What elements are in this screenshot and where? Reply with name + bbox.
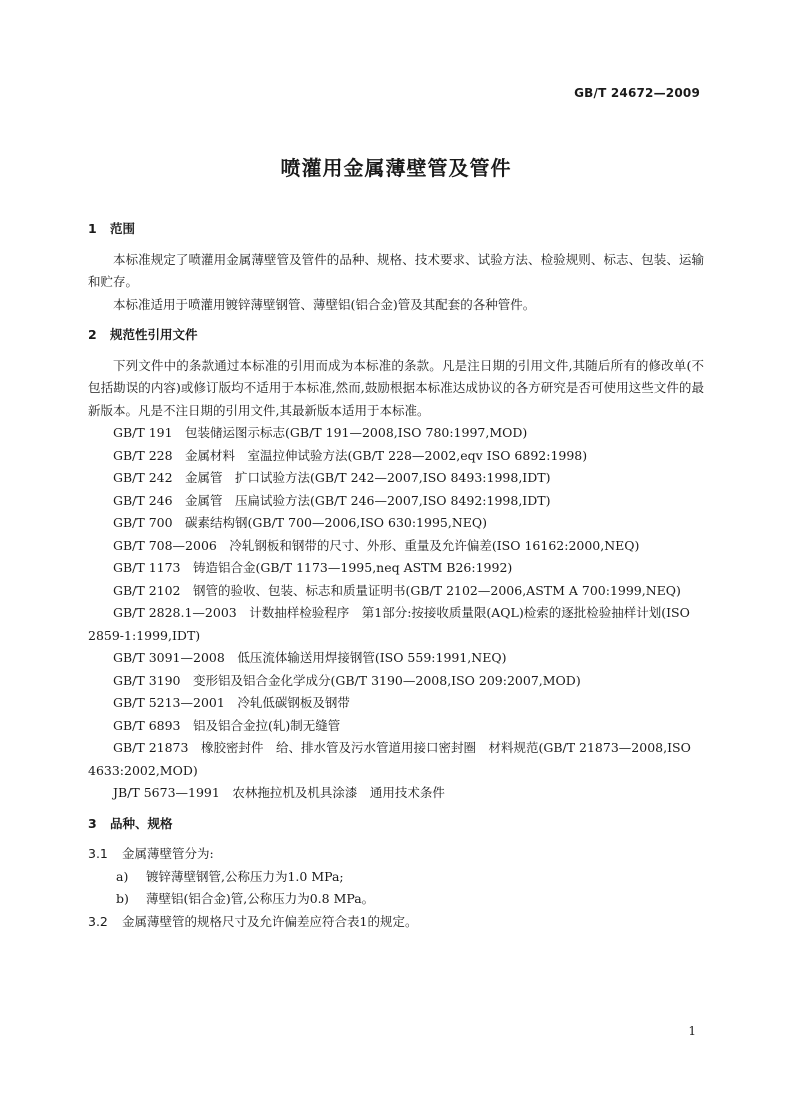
list-marker: b): [116, 891, 129, 906]
page-number: 1: [688, 1024, 696, 1038]
reference-item: GB/T 228 金属材料 室温拉伸试验方法(GB/T 228—2002,eqv ISO 6892:1998): [113, 447, 588, 463]
subclause-number: 3.2: [88, 913, 108, 929]
reference-item: GB/T 6893 铝及铝合金拉(轧)制无缝管: [113, 717, 341, 733]
reference-item: GB/T 3091—2008 低压流体输送用焊接钢管(ISO 559:1991,NEQ): [113, 650, 507, 665]
reference-item: GB/T 1173 铸造铝合金(GB/T 1173—1995,neq ASTM B26:1992): [113, 560, 513, 575]
subclause: [88, 843, 704, 866]
paragraph: 本标准规定了喷灌用金属薄壁管及管件的品种、规格、技术要求、试验方法、检验规则、标志、包装、运输和贮存。: [88, 251, 704, 289]
list-item: [88, 888, 704, 911]
reference-item: GB/T 246 金属管 压扁试验方法(GB/T 246—2007,ISO 8492:1998,IDT): [113, 492, 551, 508]
section-number: 1: [88, 221, 97, 236]
paragraph: 下列文件中的条款通过本标准的引用而成为本标准的条款。凡是注日期的引用文件,其随后所有的修改单(不包括勘误的内容)或修订版均不适用于本标准,然而,鼓励根据本标准达成协议的各方研究是否可使用这些文件的最新版本。凡是不注日期的引用文件,其最新版本适用于本标准。: [88, 357, 704, 418]
list-marker: a): [116, 868, 129, 884]
section-title: 品种、规格: [110, 815, 173, 831]
document-body: [88, 218, 704, 933]
reference-item: GB/T 21873 橡胶密封件 给、排水管及污水管道用接口密封圈 材料规范(GB/T 21873—2008,ISO 4633:2002,MOD): [88, 740, 691, 778]
list-item: [88, 866, 704, 889]
subclause-number: 3.1: [88, 846, 108, 861]
document-title: 喷灌用金属薄壁管及管件: [280, 156, 512, 180]
subclause-text: 金属薄壁管的规格尺寸及允许偏差应符合表1的规定。: [122, 913, 418, 929]
list-item-text: 镀锌薄壁钢管,公称压力为1.0 MPa;: [146, 868, 344, 884]
standard-number: GB/T 24672—2009: [574, 86, 700, 100]
reference-item: GB/T 5213—2001 冷轧低碳钢板及钢带: [113, 695, 350, 710]
section-heading: [88, 324, 704, 347]
section-title: 范围: [110, 221, 136, 236]
reference-item: GB/T 3190 变形铝及铝合金化学成分(GB/T 3190—2008,ISO 209:2007,MOD): [113, 672, 581, 688]
reference-item: GB/T 708—2006 冷轧钢板和钢带的尺寸、外形、重量及允许偏差(ISO 16162:2000,NEQ): [113, 537, 640, 553]
reference-item: GB/T 2828.1—2003 计数抽样检验程序 第1部分:按接收质量限(AQL)检索的逐批检验抽样计划(ISO 2859-1:1999,IDT): [88, 605, 690, 643]
section-number: 2: [88, 327, 97, 342]
reference-item: GB/T 191 包装储运图示标志(GB/T 191—2008,ISO 780:1997,MOD): [113, 425, 528, 440]
reference-item: JB/T 5673—1991 农林拖拉机及机具涂漆 通用技术条件: [113, 785, 445, 800]
paragraph: 本标准适用于喷灌用镀锌薄壁钢管、薄壁铝(铝合金)管及其配套的各种管件。: [113, 296, 536, 312]
section-heading: [88, 218, 704, 241]
list-item-text: 薄壁铝(铝合金)管,公称压力为0.8 MPa。: [146, 891, 375, 906]
subclause: [88, 911, 704, 934]
section-title: 规范性引用文件: [110, 327, 198, 342]
section-number: 3: [88, 815, 97, 831]
reference-item: GB/T 700 碳素结构钢(GB/T 700—2006,ISO 630:1995,NEQ): [113, 515, 488, 530]
section-heading: [88, 813, 704, 836]
reference-item: GB/T 2102 钢管的验收、包装、标志和质量证明书(GB/T 2102—2006,ASTM A 700:1999,NEQ): [113, 582, 681, 598]
subclause-text: 金属薄壁管分为:: [122, 846, 214, 861]
reference-item: GB/T 242 金属管 扩口试验方法(GB/T 242—2007,ISO 8493:1998,IDT): [113, 470, 551, 485]
